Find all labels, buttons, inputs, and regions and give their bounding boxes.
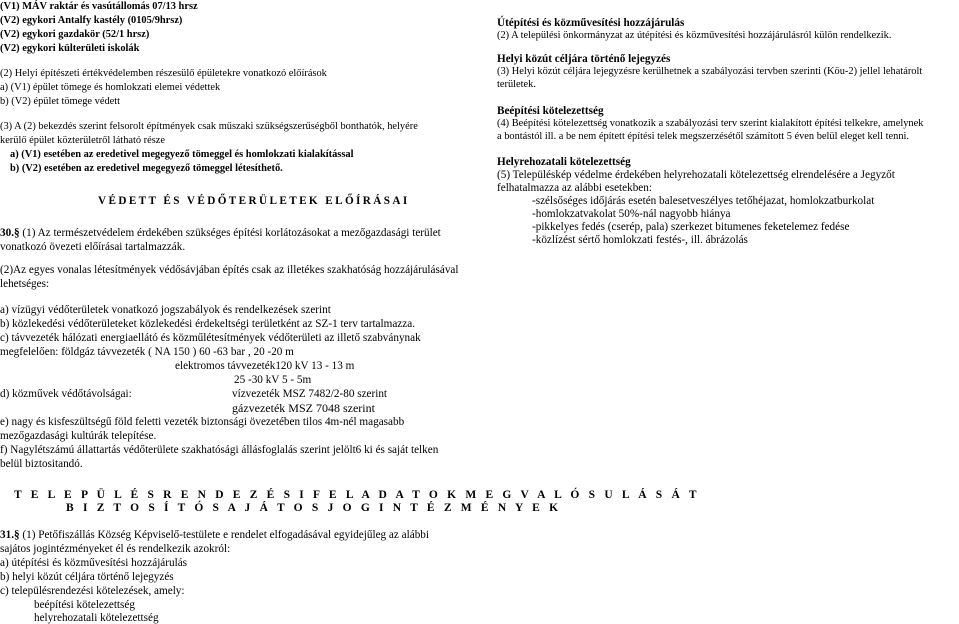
text-line: (V2) egykori gazdakör (52/1 hrsz) <box>0 29 150 40</box>
subheading: Útépítési és közművesítési hozzájárulás <box>497 17 685 29</box>
text-line: lehetséges: <box>0 278 50 290</box>
text-line: a bontástól ill. a be nem épített építési telek megszerzésétől számított 5 éven belül eleget kell tenni. <box>497 131 910 142</box>
text-line: kerülő épület közterületről látható része <box>0 135 166 146</box>
list-item: helyrehozatali kötelezettség <box>34 612 159 624</box>
text-line: megfelelően: földgáz távvezeték ( NA 150 ) 60 -63 bar , 20 -20 m <box>0 346 294 358</box>
list-item: d) közművek védőtávolságai: <box>0 388 132 400</box>
text-line: mezőgazdasági kultúrák telepítése. <box>0 430 157 442</box>
list-item: b) közlekedési védőterületeket közlekedési érdekeltségi területként az SZ-1 terv tartalmazza. <box>0 318 415 330</box>
text-line: (3) Helyi közút céljára lejegyzésre kerülhetnek a szabályozási tervben szerinti (Köu-2) jellel lehatárolt <box>497 66 923 77</box>
paragraph-number: 30.§ <box>0 227 20 239</box>
subheading: Helyrehozatali kötelezettség <box>497 156 631 168</box>
section-heading: B I Z T O S Í T Ó S A J Á T O S J O G I N T É Z M É N Y E K <box>66 502 562 514</box>
text-line: elektromos távvezeték120 kV 13 - 13 m <box>175 360 355 372</box>
list-item: c) távvezeték hálózati energiaellátó és közműlétesítmények védőterületi az illető szabványnak <box>0 332 421 344</box>
text-span: (1) Petőfiszállás Község Képviselő-testülete e rendelet elfogadásával egyidejűleg az alábbi <box>22 529 429 541</box>
list-item: b) helyi közút céljára történő lejegyzés <box>0 571 174 583</box>
text-line: sajátos jogintézményeket él és rendelkezik azokról: <box>0 543 231 555</box>
section-heading: VÉDETT ÉS VÉDŐTERÜLETEK ELŐÍRÁSAI <box>98 195 410 207</box>
text-line: vonatkozó övezeti előírásai tartalmazzák. <box>0 241 186 253</box>
list-item: -homlokzatvakolat 50%-nál nagyobb hiánya <box>532 208 731 220</box>
text-line: a) (V1) esetében az eredetivel megegyező tömeggel és homlokzati kialakítással <box>10 149 354 160</box>
text-line: (V1) MÁV raktár és vasútállomás 07/13 hrsz <box>0 1 198 12</box>
text-line <box>0 228 441 239</box>
list-item: a) útépítési és közművesítési hozzájárulás <box>0 557 188 569</box>
list-item: beépítési kötelezettség <box>34 599 135 611</box>
text-line: b) (V2) épület tömege védett <box>0 96 121 107</box>
list-item: c) településrendezési kötelezések, amely: <box>0 585 185 597</box>
list-item: a) vízügyi védőterületek vonatkozó jogszabályok és rendelkezések szerint <box>0 304 331 316</box>
text-line: vízvezeték MSZ 7482/2-80 szerint <box>232 388 388 400</box>
text-line: a) (V1) épület tömege és homlokzati elemei védettek <box>0 82 221 93</box>
list-item: -pikkelyes fedés (cserép, pala) szerkezet bitumenes feketelemez fedése <box>532 221 850 233</box>
text-line: (V2) egykori külterületi iskolák <box>0 43 140 54</box>
text-line: (2) A települési önkormányzat az útépítési és közművesítési hozzájárulásról külön rendelkezik. <box>497 30 892 41</box>
subheading: Helyi közút céljára történő lejegyzés <box>497 53 671 65</box>
subheading: Beépítési kötelezettség <box>497 105 604 117</box>
text-line: gázvezeték MSZ 7048 szerint <box>232 401 375 415</box>
list-item: e) nagy és kisfeszültségű föld feletti vezeték biztonsági övezetében tilos 4m-nél magasabb <box>0 416 405 428</box>
text-line: b) (V2) esetében az eredetivel megegyező tömeggel létesíthető. <box>10 163 283 174</box>
text-line: (5) Településkép védelme érdekében helyrehozatali kötelezettség elrendelésére a Jegyzőt <box>497 169 895 181</box>
text-line: felhatalmazza az alábbi esetekben: <box>497 182 652 194</box>
text-line: területek. <box>497 79 536 90</box>
text-line <box>0 530 429 541</box>
text-line: (V2) egykori Antalfy kastély (0105/9hrsz) <box>0 15 183 26</box>
text-span: (1) Az természetvédelem érdekében szükséges építési korlátozásokat a mezőgazdasági terület <box>22 227 441 239</box>
text-line: (2)Az egyes vonalas létesítmények védősávjában építés csak az illetékes szakhatóság hozzájárulásával <box>0 264 459 276</box>
text-line: belül biztositandó. <box>0 458 83 470</box>
text-line: (4) Beépítési kötelezettség vonatkozik a szabályozási terv szerint kialakított építési telkekre, amelynek <box>497 118 924 129</box>
text-line: (2) Helyi építészeti értékvédelemben részesülő épületekre vonatkozó előírások <box>0 68 327 79</box>
text-line: (3) A (2) bekezdés szerint felsorolt építmények csak műszaki szükségszerűségből bonthatók, helyére <box>0 121 418 132</box>
text-line: 25 -30 kV 5 - 5m <box>234 374 312 386</box>
list-item: -szélsőséges időjárás esetén balesetveszélyes tetőhéjazat, homlokzatburkolat <box>532 195 875 207</box>
list-item: -közlízést sértő homlokzati festés-, ill. ábrázolás <box>532 234 748 246</box>
list-item: f) Nagylétszámú állattartás védőterülete szakhatósági állásfoglalás szerint jelölt6 ki és saját telken <box>0 444 439 456</box>
paragraph-number: 31.§ <box>0 529 20 541</box>
section-heading: T E L E P Ü L É S R E N D E Z É S I F E L A D A T O K M E G V A L Ó S U L Á S Á T <box>14 489 700 501</box>
